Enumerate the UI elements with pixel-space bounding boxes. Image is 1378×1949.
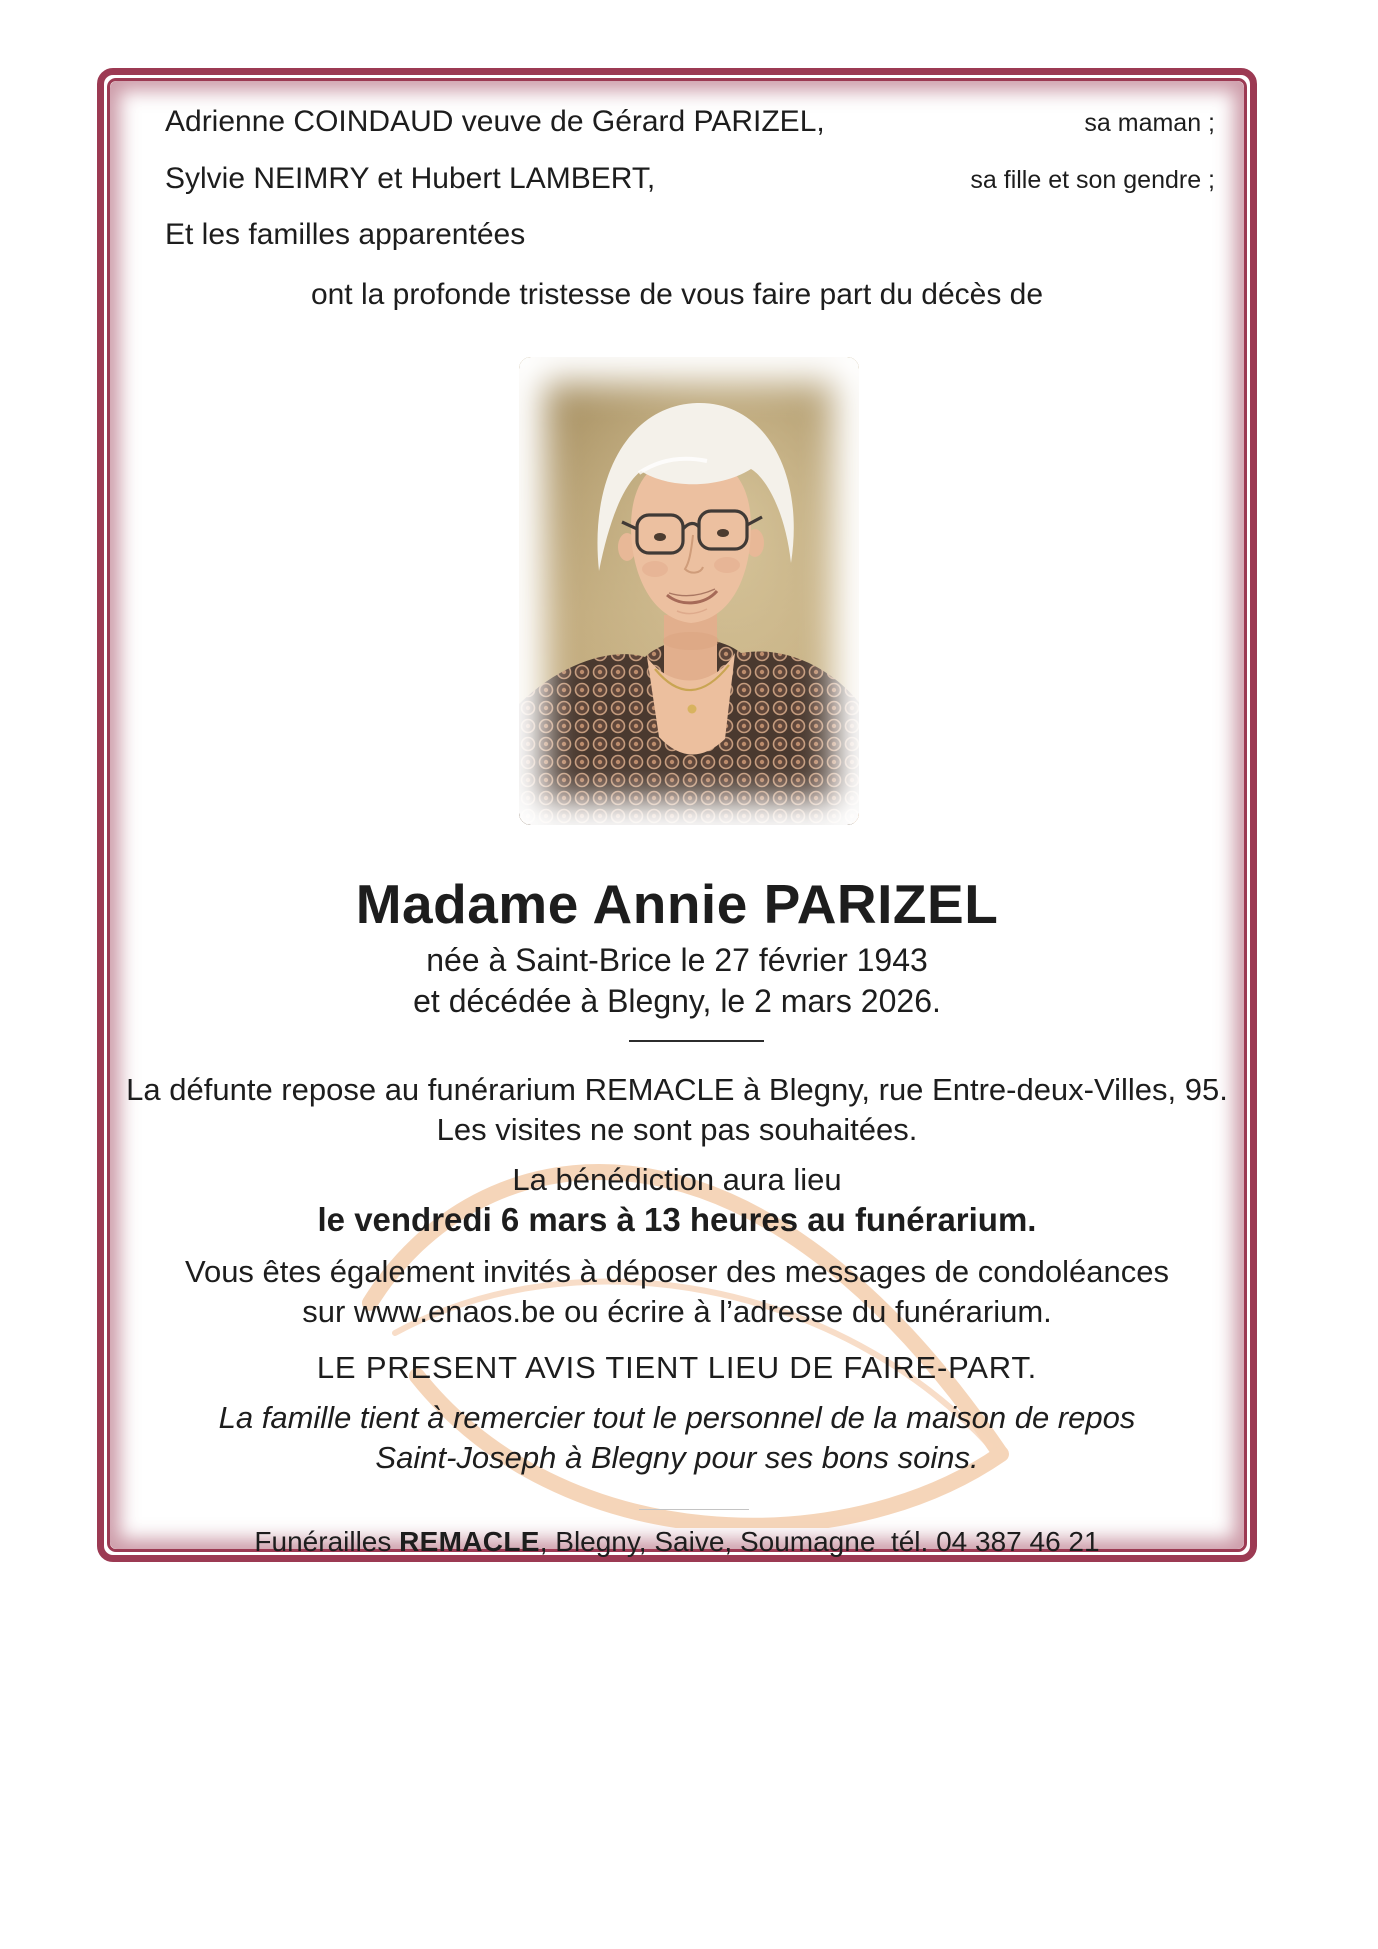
mourner-name: Adrienne COINDAUD veuve de Gérard PARIZEL, [165, 105, 825, 138]
condolences-line-1: Vous êtes également invités à déposer des messages de condoléances [184, 1254, 1170, 1289]
section-divider [629, 1040, 764, 1042]
header-row [165, 218, 1215, 252]
intro-line: ont la profonde tristesse de vous faire part du décès de [310, 278, 1044, 311]
mourner-name: Sylvie NEIMRY et Hubert LAMBERT, [165, 162, 656, 195]
header-row [165, 105, 1215, 139]
condolences-line-2: sur www.enaos.be ou écrire à l’adresse du funérarium. [302, 1294, 1052, 1329]
mourner-name: Et les familles apparentées [165, 218, 526, 251]
portrait-photo [519, 357, 859, 825]
avis-line: LE PRESENT AVIS TIENT LIEU DE FAIRE-PART. [316, 1350, 1038, 1385]
benediction-detail-line: le vendredi 6 mars à 13 heures au funérarium. [317, 1201, 1037, 1238]
portrait-illustration [519, 357, 859, 825]
birth-line: née à Saint-Brice le 27 février 1943 [426, 942, 928, 978]
repose-line: La défunte repose au funérarium REMACLE à Blegny, rue Entre-deux-Villes, 95. [126, 1072, 1228, 1107]
funeral-home-brand: REMACLE [399, 1526, 540, 1557]
deceased-name: Madame Annie PARIZEL [355, 873, 999, 935]
benediction-intro-line: La bénédiction aura lieu [512, 1162, 842, 1197]
visits-line: Les visites ne sont pas souhaitées. [436, 1112, 918, 1147]
relation-label: sa fille et son gendre ; [970, 166, 1215, 194]
death-line: et décédée à Blegny, le 2 mars 2026. [413, 983, 941, 1019]
relation-label: sa maman ; [1084, 109, 1215, 137]
funeral-home-line [97, 1526, 1257, 1558]
funeral-home-prefix: Funérailles [254, 1526, 400, 1557]
funeral-home-suffix: , Blegny, Saive, Soumagne tél. 04 387 46 21 [539, 1526, 1100, 1557]
footer-divider [639, 1509, 749, 1510]
header-row [165, 162, 1215, 196]
thanks-line-1: La famille tient à remercier tout le personnel de la maison de repos [218, 1400, 1136, 1435]
thanks-line-2: Saint-Joseph à Blegny pour ses bons soins. [375, 1440, 979, 1475]
